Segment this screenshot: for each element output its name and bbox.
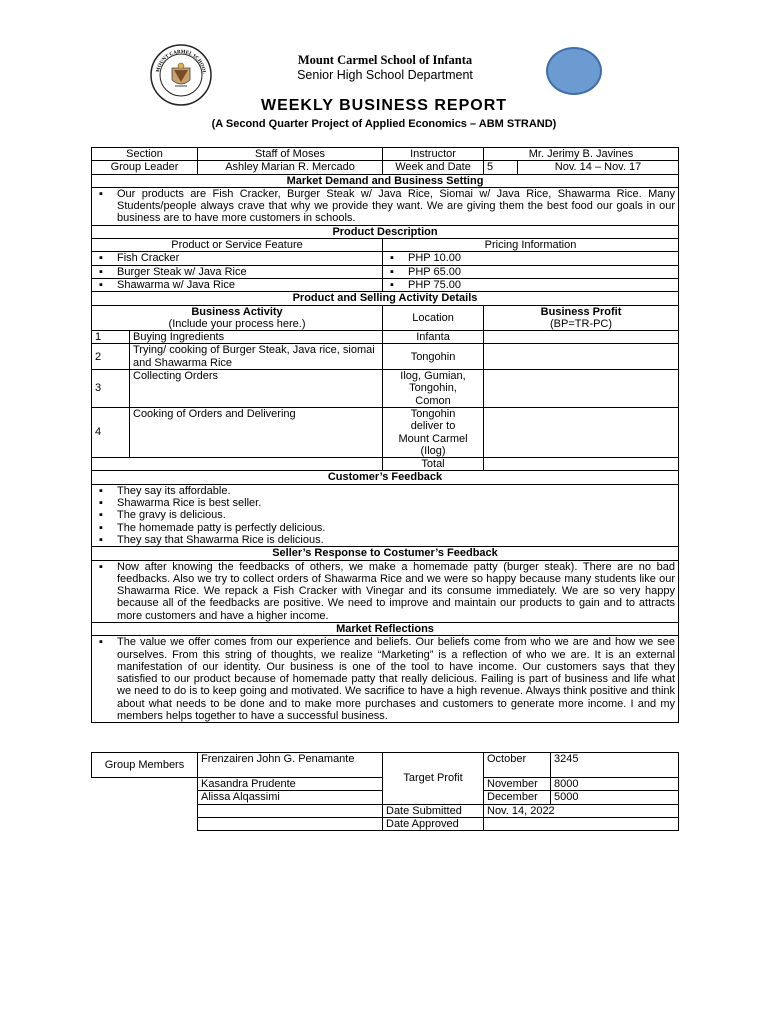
instructor-value: Mr. Jerimy B. Javines xyxy=(484,148,679,161)
profit-col-subtitle: (BP=TR-PC) xyxy=(550,317,613,330)
date-approved-value xyxy=(484,817,679,830)
product-cell xyxy=(92,252,383,265)
feedback-heading: Customer’s Feedback xyxy=(92,471,679,484)
table-row xyxy=(92,458,679,471)
activity-location: Tongohin xyxy=(383,344,484,370)
week-label: Week and Date xyxy=(383,161,484,174)
market-demand-text: ▪ Our products are Fish Cracker, Burger Steak w/ Java Rice, Siomai w/ Java Rice, Shawarma Rice. Many Students/people always crave that why we provide they want. We are giving them the best food our goals in our business are to have more customers in schools. xyxy=(117,188,675,225)
member-name: Kasandra Prudente xyxy=(198,778,383,791)
price-cell xyxy=(383,278,679,291)
target-month: November xyxy=(484,778,551,791)
activity-location: Ilog, Gumian, Tongohin, Comon xyxy=(383,370,484,408)
activity-number: 1 xyxy=(92,331,130,344)
list-item: ▪ They say that Shawarma Rice is delicious. xyxy=(117,534,675,546)
product-name: ▪ Fish Cracker xyxy=(117,252,379,264)
table-row xyxy=(92,161,679,174)
week-date: Nov. 14 – Nov. 17 xyxy=(518,161,679,174)
table-row xyxy=(92,344,679,370)
instructor-label: Instructor xyxy=(383,148,484,161)
date-submitted-label: Date Submitted xyxy=(383,804,484,817)
activity-col-subtitle: (Include your process here.) xyxy=(168,317,306,330)
activity-location: Tongohin deliver to Mount Carmel (Ilog) xyxy=(383,407,484,457)
blue-circle-shape xyxy=(546,47,602,95)
section-value: Staff of Moses xyxy=(198,148,383,161)
activity-col-header xyxy=(92,305,383,331)
report-title: WEEKLY BUSINESS REPORT xyxy=(260,97,508,114)
product-description-heading: Product Description xyxy=(92,225,679,238)
target-value: 3245 xyxy=(551,753,679,778)
activity-profit xyxy=(484,370,679,408)
product-cell xyxy=(92,278,383,291)
activity-number: 2 xyxy=(92,344,130,370)
response-cell xyxy=(92,560,679,622)
total-spacer xyxy=(92,458,383,471)
activity-heading: Product and Selling Activity Details xyxy=(92,292,679,305)
report-subtitle: (A Second Quarter Project of Applied Economics – ABM STRAND) xyxy=(211,118,557,130)
list-item: ▪ They say its affordable. xyxy=(117,485,675,497)
empty-cell xyxy=(92,804,198,817)
profit-col-title: Business Profit xyxy=(540,305,622,318)
school-name: Mount Carmel School of Infanta xyxy=(297,53,473,67)
empty-cell xyxy=(198,804,383,817)
date-approved-label: Date Approved xyxy=(383,817,484,830)
target-value: 5000 xyxy=(551,791,679,804)
feature-header: Product or Service Feature xyxy=(92,239,383,252)
response-heading: Seller’s Response to Costumer’s Feedback xyxy=(92,547,679,560)
activity-profit xyxy=(484,344,679,370)
activity-number: 4 xyxy=(92,407,130,457)
reflections-heading: Market Reflections xyxy=(92,622,679,635)
list-item: ▪ The homemade patty is perfectly delicious. xyxy=(117,522,675,534)
empty-cell xyxy=(92,817,198,830)
product-name: ▪ Burger Steak w/ Java Rice xyxy=(117,266,379,278)
member-name: Alissa Alqassimi xyxy=(198,791,383,804)
product-cell xyxy=(92,265,383,278)
footer-table xyxy=(91,752,679,831)
location-col-header: Location xyxy=(383,305,484,331)
activity-text: Collecting Orders xyxy=(130,370,383,408)
reflections-cell xyxy=(92,636,679,723)
member-name: Frenzairen John G. Penamante xyxy=(198,753,383,778)
product-price: ▪ PHP 75.00 xyxy=(408,279,675,291)
activity-col-title: Business Activity xyxy=(191,305,283,318)
table-row xyxy=(92,331,679,344)
table-row xyxy=(92,370,679,408)
product-price: ▪ PHP 65.00 xyxy=(408,266,675,278)
product-name: ▪ Shawarma w/ Java Rice xyxy=(117,279,379,291)
price-cell xyxy=(383,252,679,265)
table-row xyxy=(92,148,679,161)
target-value: 8000 xyxy=(551,778,679,791)
market-demand-cell xyxy=(92,187,679,225)
activity-text: Buying Ingredients xyxy=(130,331,383,344)
list-item: ▪ The gravy is delicious. xyxy=(117,509,675,521)
group-leader-value: Ashley Marian R. Mercado xyxy=(198,161,383,174)
empty-cell xyxy=(92,778,198,791)
group-members-label: Group Members xyxy=(92,753,198,778)
pricing-header: Pricing Information xyxy=(383,239,679,252)
activity-location: Infanta xyxy=(383,331,484,344)
price-cell xyxy=(383,265,679,278)
activity-number: 3 xyxy=(92,370,130,408)
feedback-cell xyxy=(92,484,679,546)
target-month: December xyxy=(484,791,551,804)
target-profit-label: Target Profit xyxy=(383,753,484,805)
total-label: Total xyxy=(383,458,484,471)
product-price: ▪ PHP 10.00 xyxy=(408,252,675,264)
target-month: October xyxy=(484,753,551,778)
list-item: ▪ Shawarma Rice is best seller. xyxy=(117,497,675,509)
reflections-text: ▪ The value we offer comes from our experience and beliefs. Our beliefs come from who we are and how we see ourselves. From this string of thoughts, we realize “Marketing” is a reflection of who we are. It is an external manifestation of our identity. Our business is one of the tool to have income. Our customers says that they satisfied to our product because of homemade patty that really delicious. Failing is part of business and life what we need to do is to keep going and motivated. We sacrifice to have a high revenue. Always think positive and think about what needs to be done and to make more purchases and customers to generate more income. I and my members helps together to have a successful business. xyxy=(117,636,675,722)
department-name: Senior High School Department xyxy=(297,68,473,82)
section-label: Section xyxy=(92,148,198,161)
market-demand-heading: Market Demand and Business Setting xyxy=(92,174,679,187)
date-submitted-value: Nov. 14, 2022 xyxy=(484,804,679,817)
activity-text: Trying/ cooking of Burger Steak, Java rice, siomai and Shawarma Rice xyxy=(130,344,383,370)
svg-text:MOUNT CARMEL SCHOOL: MOUNT CARMEL SCHOOL xyxy=(156,49,207,75)
group-leader-label: Group Leader xyxy=(92,161,198,174)
response-text: ▪ Now after knowing the feedbacks of others, we make a homemade patty (burger steak). There are no bad feedbacks. Also we try to collect orders of Shawarma Rice and we were so happy because many students like our Shawarma Rice. We repack a Fish Cracker with Vinegar and its consume immediately. We are so very happy because all of the feedbacks are positive. We need to improve and maintain our products to gain and to attracts more customers and have a higher income. xyxy=(117,561,675,622)
empty-cell xyxy=(92,791,198,804)
activity-text: Cooking of Orders and Delivering xyxy=(130,407,383,457)
empty-cell xyxy=(198,817,383,830)
week-number: 5 xyxy=(484,161,518,174)
business-report-table xyxy=(91,147,679,723)
activity-profit xyxy=(484,331,679,344)
total-value xyxy=(484,458,679,471)
table-row xyxy=(92,407,679,457)
activity-profit xyxy=(484,407,679,457)
profit-col-header xyxy=(484,305,679,331)
